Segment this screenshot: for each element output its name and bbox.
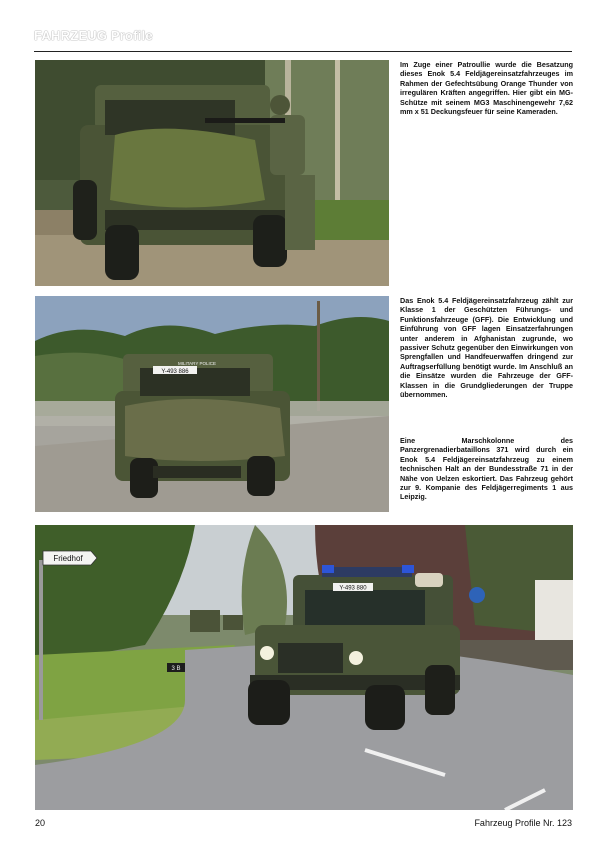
photo-escort-vehicle-road <box>35 525 573 810</box>
publication-title: Fahrzeug Profile Nr. 123 <box>474 818 572 828</box>
vehicle-plate: Y-493 886 <box>161 369 189 375</box>
vehicle-plate-front: Y-493 880 <box>339 585 367 592</box>
caption-photo-1: Im Zuge einer Patroullie wurde die Besatzung dieses Enok 5.4 Feldjägereinsatzfahrzeuges im Rahmen der Gefechtsübung Orange Thunder von irregulären Kräften angegriffen. Hier gibt ein MG-Schütze mit seinem MG3 Maschinengewehr 7,62 mm x 51 Deckungsfeuer für seine Kameraden. <box>400 60 573 117</box>
police-sign: MILITARY POLICE <box>177 361 217 366</box>
friedhof-sign: Friedhof <box>53 554 83 563</box>
photo-vehicle-dusty-road <box>35 296 389 512</box>
page-number: 20 <box>35 818 46 828</box>
route-sign: 3 B <box>171 666 181 672</box>
caption-photo-2: Das Enok 5.4 Feldjägereinsatzfahrzeug zählt zur Klasse 1 der Geschützten Führungs- und Funktionsfahrzeuge (GFF). Die Entwicklung und Einführung von GFF lagen Einsatzerfahrungen unter anderem in Afghanistan zugrunde, wo passiver Schutz gegenüber den Einwirkungen von Sprengfallen und Handfeuerwaffen dringend zur Auftragserfüllung benötigt wurde. Im Anschluß an die Einsätze wurden die Fahrzeuge der GFF-Klassen in die Grundgliederungen der Truppe übernommen. <box>400 296 573 400</box>
header-rule <box>34 51 572 52</box>
running-header: FAHRZEUG Profile <box>34 28 153 43</box>
caption-photo-3: Eine Marschkolonne des Panzergrenadierbataillons 371 wird durch ein Enok 5.4 Feldjägereinsatzfahrzeug zu einem technischen Halt an der Bundesstraße 71 in der Nähe von Uelzen eskortiert. Das Fahrzeug gehört zur 9. Kompanie des Feldjägerregiments 1 aus Leipzig. <box>400 436 573 502</box>
photo-vehicle-with-gunner <box>35 60 389 286</box>
